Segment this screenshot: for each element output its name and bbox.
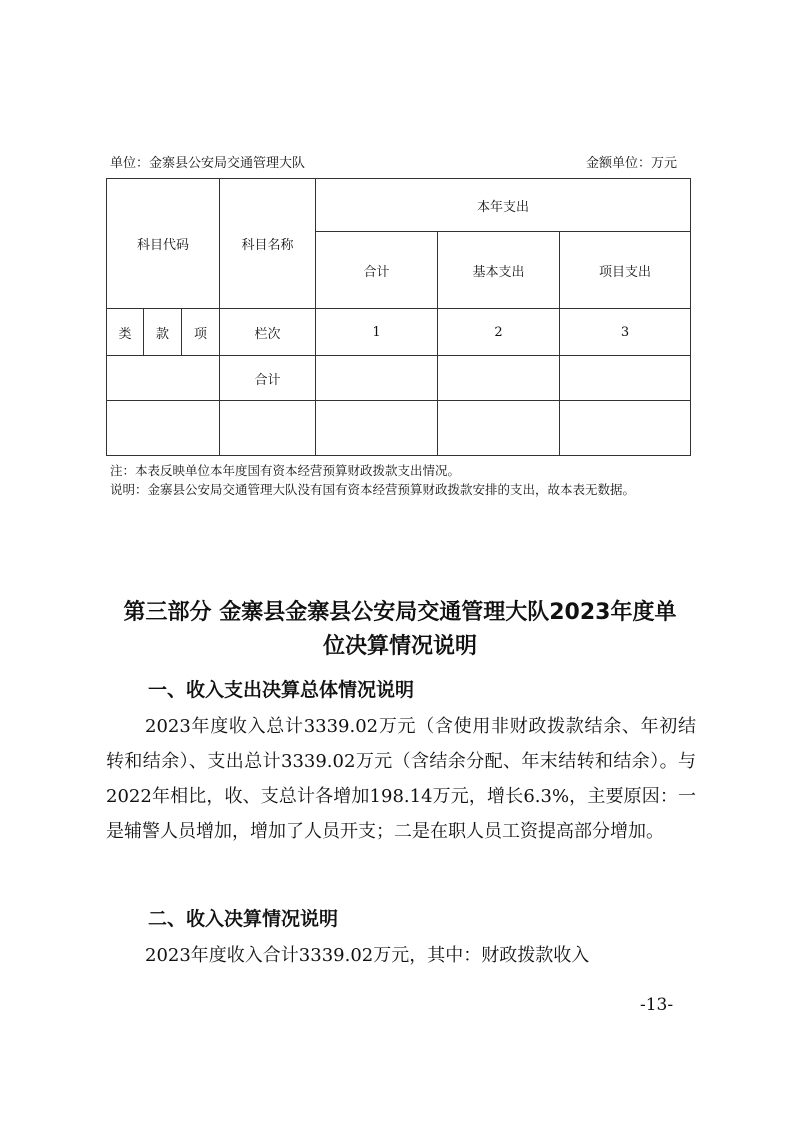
empty-cell bbox=[316, 356, 438, 401]
section-title-line1: 第三部分 金寨县金寨县公安局交通管理大队2023年度单 bbox=[123, 600, 677, 625]
empty-cell bbox=[220, 401, 316, 456]
heading-income-expense-overview: 一、收入支出决算总体情况说明 bbox=[148, 679, 415, 701]
empty-cell bbox=[316, 401, 438, 456]
unit-label: 单位：金寨县公安局交通管理大队 bbox=[110, 156, 306, 171]
header-project-expense: 项目支出 bbox=[560, 232, 691, 309]
col-number-2: 2 bbox=[438, 309, 560, 356]
expense-table bbox=[106, 178, 691, 456]
table-note: 注：本表反映单位本年度国有资本经营预算财政拨款支出情况。 bbox=[110, 463, 461, 478]
heading-income: 二、收入决算情况说明 bbox=[148, 908, 339, 930]
empty-cell bbox=[560, 401, 691, 456]
total-row-label: 合计 bbox=[220, 356, 316, 401]
col-number-3: 3 bbox=[560, 309, 691, 356]
paragraph-overview: 2023年度收入总计3339.02万元（含使用非财政拨款结余、年初结转和结余）、支出总计3339.02万元（含结余分配、年末结转和结余）。与2022年相比，收、支总计各增加198.14万元，增长6.3%，主要原因：一是辅警人员增加，增加了人员开支；二是在职人员工资提高部分增加。 bbox=[106, 716, 696, 842]
amount-unit-label: 金额单位：万元 bbox=[586, 156, 678, 171]
header-lei: 类 bbox=[107, 309, 144, 356]
header-total: 合计 bbox=[316, 232, 438, 309]
header-basic-expense: 基本支出 bbox=[438, 232, 560, 309]
page-number: -13- bbox=[640, 995, 674, 1015]
table-explanation: 说明：金寨县公安局交通管理大队没有国有资本经营预算财政拨款安排的支出，故本表无数据。 bbox=[110, 482, 636, 497]
header-subject-code: 科目代码 bbox=[107, 179, 220, 309]
header-kuan: 款 bbox=[144, 309, 182, 356]
section-title bbox=[100, 596, 700, 664]
empty-cell bbox=[438, 401, 560, 456]
header-current-year-expense: 本年支出 bbox=[316, 179, 691, 232]
header-subject-name: 科目名称 bbox=[220, 179, 316, 309]
table-row bbox=[107, 309, 691, 356]
col-number-1: 1 bbox=[316, 309, 438, 356]
table-row bbox=[107, 356, 691, 401]
header-xiang: 项 bbox=[182, 309, 220, 356]
empty-cell bbox=[107, 401, 220, 456]
empty-cell bbox=[438, 356, 560, 401]
row-col-label: 栏次 bbox=[220, 309, 316, 356]
section-title-line2: 位决算情况说明 bbox=[322, 634, 477, 659]
empty-cell bbox=[107, 356, 220, 401]
table-row bbox=[107, 401, 691, 456]
paragraph-income: 2023年度收入合计3339.02万元，其中：财政拨款收入 bbox=[145, 945, 590, 966]
empty-cell bbox=[560, 356, 691, 401]
